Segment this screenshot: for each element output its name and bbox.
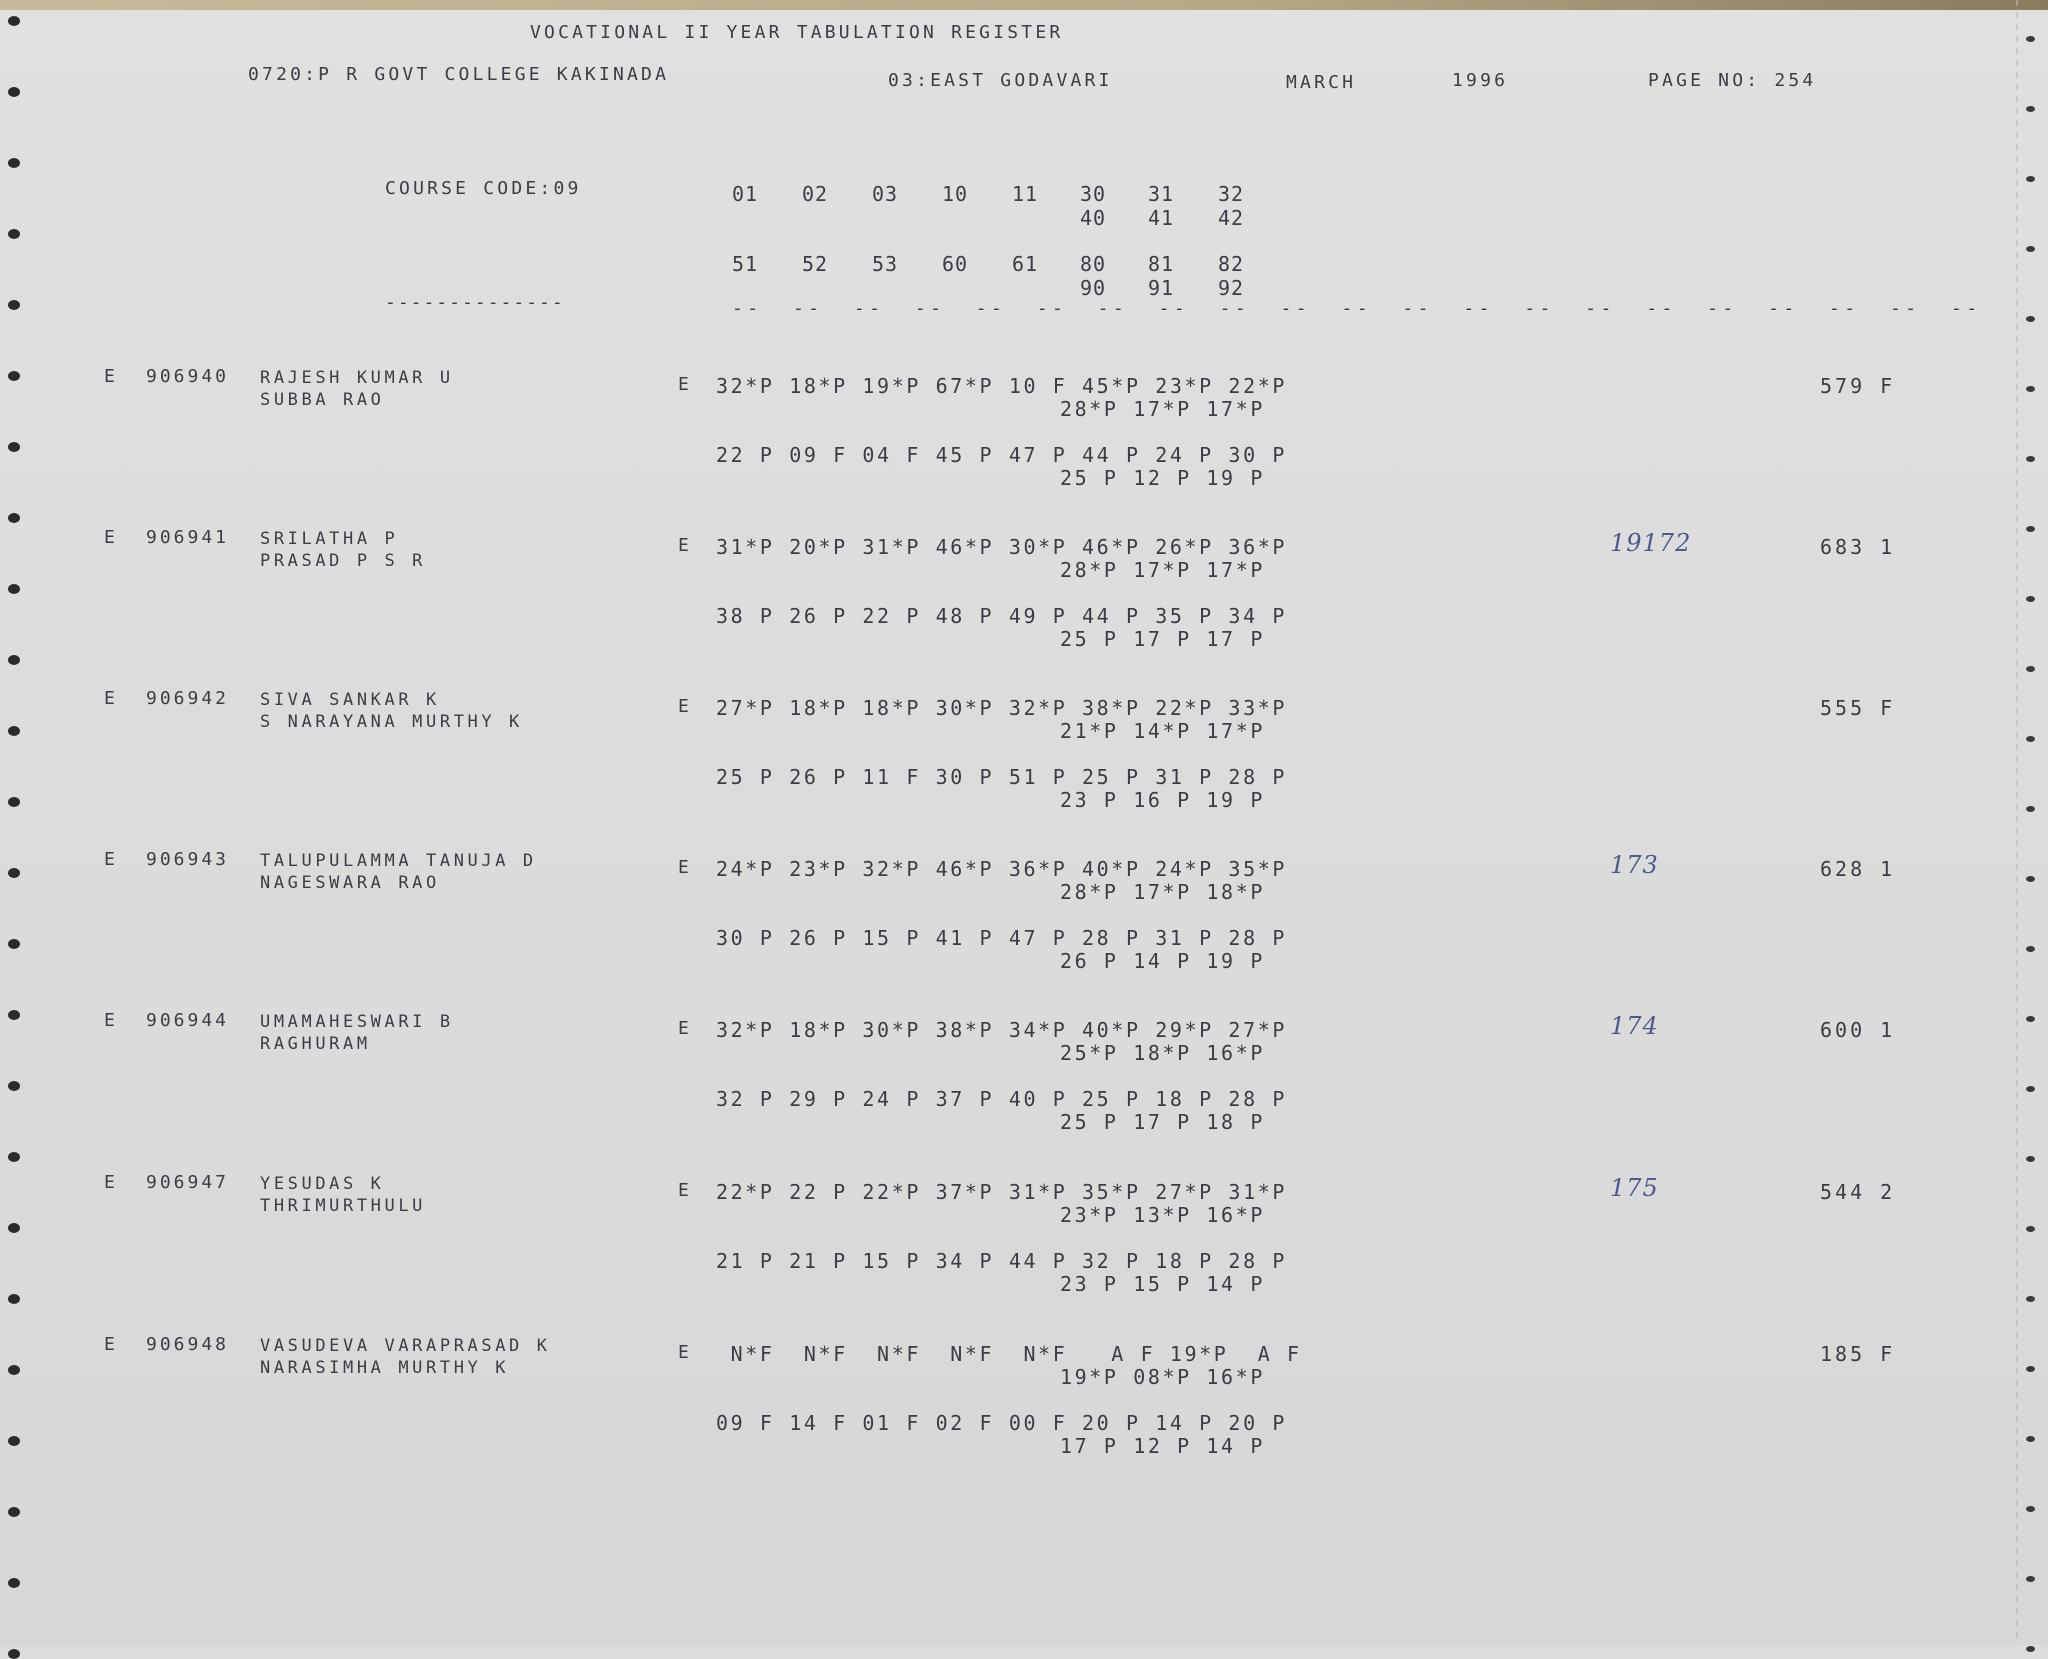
sheet-top-edge <box>0 0 2048 10</box>
tractor-hole <box>8 371 20 381</box>
subject-code: 91 <box>1148 276 1175 300</box>
marks-row-2-part-2: 26 P 14 P 19 P <box>1060 949 1265 973</box>
roll-number: 906948 <box>146 1334 230 1355</box>
roll-number: 906941 <box>146 527 230 548</box>
marks-row-2: 25 P 26 P 11 F 30 P 51 P 25 P 31 P 28 P <box>716 765 1287 789</box>
total-result: 683 1 <box>1820 535 1896 559</box>
medium-flag: E <box>678 1342 692 1363</box>
tractor-hole <box>2026 1296 2035 1302</box>
subject-code: 40 <box>1080 206 1107 230</box>
total-result: 600 1 <box>1820 1018 1896 1042</box>
subject-code: 30 <box>1080 182 1107 206</box>
course-code: COURSE CODE:09 <box>385 178 582 199</box>
subject-code: 10 <box>942 182 969 206</box>
student-name: VASUDEVA VARAPRASAD K <box>260 1336 551 1356</box>
subject-code: 31 <box>1148 182 1175 206</box>
father-name: SUBBA RAO <box>260 390 385 410</box>
marks-row-1-part-2: 23*P 13*P 16*P <box>1060 1203 1265 1227</box>
medium-flag: E <box>678 696 692 717</box>
father-name: NAGESWARA RAO <box>260 873 440 893</box>
handwritten-note: 175 <box>1610 1174 1659 1202</box>
roll-number: 906943 <box>146 849 230 870</box>
handwritten-note: 174 <box>1610 1012 1659 1040</box>
tractor-hole <box>8 513 20 523</box>
tractor-hole <box>2026 526 2035 532</box>
tractor-hole <box>8 797 20 807</box>
exam-month: MARCH <box>1286 72 1357 93</box>
marks-row-1-part-2: 19*P 08*P 16*P <box>1060 1365 1265 1389</box>
marks-row-1: 32*P 18*P 30*P 38*P 34*P 40*P 29*P 27*P <box>716 1018 1287 1042</box>
roll-number: 906942 <box>146 688 230 709</box>
total-result: 544 2 <box>1820 1180 1896 1204</box>
medium-flag: E <box>678 1180 692 1201</box>
marks-row-2: 30 P 26 P 15 P 41 P 47 P 28 P 31 P 28 P <box>716 926 1287 950</box>
roll-number: 906940 <box>146 366 230 387</box>
tractor-hole <box>8 939 20 949</box>
record-series: E <box>104 1172 118 1193</box>
record-series: E <box>104 527 118 548</box>
marks-row-1-part-2: 28*P 17*P 17*P <box>1060 558 1265 582</box>
marks-row-2: 22 P 09 F 04 F 45 P 47 P 44 P 24 P 30 P <box>716 443 1287 467</box>
student-name: UMAMAHESWARI B <box>260 1012 454 1032</box>
tractor-hole <box>2026 246 2035 252</box>
perforation-line <box>2016 0 2018 1645</box>
tractor-hole <box>8 1223 20 1233</box>
marks-row-2-part-2: 23 P 15 P 14 P <box>1060 1272 1265 1296</box>
tractor-hole <box>8 1578 20 1588</box>
tractor-holes-right <box>2022 0 2044 1645</box>
tractor-hole <box>8 1152 20 1162</box>
marks-row-1-part-2: 25*P 18*P 16*P <box>1060 1041 1265 1065</box>
tractor-hole <box>2026 1646 2035 1652</box>
tractor-hole <box>2026 456 2035 462</box>
tractor-hole <box>8 1507 20 1517</box>
student-name: RAJESH KUMAR U <box>260 368 454 388</box>
subject-code: 81 <box>1148 252 1175 276</box>
tractor-hole <box>8 16 20 26</box>
marks-row-1-part-2: 21*P 14*P 17*P <box>1060 719 1265 743</box>
marks-row-2: 32 P 29 P 24 P 37 P 40 P 25 P 18 P 28 P <box>716 1087 1287 1111</box>
subject-code: 92 <box>1218 276 1245 300</box>
tractor-hole <box>2026 1506 2035 1512</box>
marks-row-2: 38 P 26 P 22 P 48 P 49 P 44 P 35 P 34 P <box>716 604 1287 628</box>
college-code: 0720:P R GOVT COLLEGE KAKINADA <box>248 64 670 85</box>
total-result: 628 1 <box>1820 857 1896 881</box>
father-name: THRIMURTHULU <box>260 1196 427 1216</box>
marks-row-2-part-2: 25 P 12 P 19 P <box>1060 466 1265 490</box>
tractor-hole <box>2026 106 2035 112</box>
record-series: E <box>104 688 118 709</box>
marks-row-2: 09 F 14 F 01 F 02 F 00 F 20 P 14 P 20 P <box>716 1411 1287 1435</box>
marks-row-1: N*F N*F N*F N*F N*F A F 19*P A F <box>716 1342 1302 1366</box>
tractor-hole <box>2026 1226 2035 1232</box>
subject-code: 02 <box>802 182 829 206</box>
page-number: PAGE NO: 254 <box>1648 70 1817 91</box>
medium-flag: E <box>678 535 692 556</box>
tractor-hole <box>2026 806 2035 812</box>
record-series: E <box>104 849 118 870</box>
tractor-hole <box>8 655 20 665</box>
tractor-hole <box>8 1294 20 1304</box>
tractor-hole <box>2026 1436 2035 1442</box>
tractor-hole <box>2026 1016 2035 1022</box>
handwritten-note: 173 <box>1610 851 1659 879</box>
tractor-hole <box>8 868 20 878</box>
record-series: E <box>104 1010 118 1031</box>
student-name: SRILATHA P <box>260 529 399 549</box>
tractor-hole <box>2026 596 2035 602</box>
marks-row-2-part-2: 25 P 17 P 18 P <box>1060 1110 1265 1134</box>
marks-row-1-part-2: 28*P 17*P 18*P <box>1060 880 1265 904</box>
tractor-hole <box>2026 946 2035 952</box>
subject-code: 11 <box>1012 182 1039 206</box>
tractor-hole <box>8 158 20 168</box>
tractor-hole <box>2026 1156 2035 1162</box>
subject-code: 60 <box>942 252 969 276</box>
tractor-hole <box>2026 876 2035 882</box>
subject-code: 80 <box>1080 252 1107 276</box>
tractor-hole <box>8 1649 20 1659</box>
tractor-hole <box>8 1436 20 1446</box>
student-name: YESUDAS K <box>260 1174 385 1194</box>
subject-code: 52 <box>802 252 829 276</box>
tractor-hole <box>8 1365 20 1375</box>
father-name: NARASIMHA MURTHY K <box>260 1358 510 1378</box>
roll-number: 906947 <box>146 1172 230 1193</box>
subject-code: 01 <box>732 182 759 206</box>
subject-code: 51 <box>732 252 759 276</box>
record-series: E <box>104 366 118 387</box>
subject-code: 53 <box>872 252 899 276</box>
header-rule-left: -------------- <box>385 292 565 313</box>
marks-row-2: 21 P 21 P 15 P 34 P 44 P 32 P 18 P 28 P <box>716 1249 1287 1273</box>
tractor-hole <box>8 229 20 239</box>
marks-row-2-part-2: 23 P 16 P 19 P <box>1060 788 1265 812</box>
medium-flag: E <box>678 1018 692 1039</box>
marks-row-1: 24*P 23*P 32*P 46*P 36*P 40*P 24*P 35*P <box>716 857 1287 881</box>
tractor-hole <box>8 300 20 310</box>
total-result: 555 F <box>1820 696 1896 720</box>
tractor-hole <box>2026 386 2035 392</box>
tractor-hole <box>2026 316 2035 322</box>
student-name: TALUPULAMMA TANUJA D <box>260 851 537 871</box>
subject-code: 90 <box>1080 276 1107 300</box>
district-code: 03:EAST GODAVARI <box>888 70 1113 91</box>
header-rule: -- -- -- -- -- -- -- -- -- -- -- -- -- -- -- -- -- -- -- -- -- <box>732 298 1982 319</box>
tractor-hole <box>8 584 20 594</box>
subject-code: 32 <box>1218 182 1245 206</box>
medium-flag: E <box>678 374 692 395</box>
marks-row-2-part-2: 25 P 17 P 17 P <box>1060 627 1265 651</box>
tractor-hole <box>2026 666 2035 672</box>
tractor-hole <box>2026 1086 2035 1092</box>
subject-code: 41 <box>1148 206 1175 230</box>
tractor-hole <box>8 1010 20 1020</box>
marks-row-2-part-2: 17 P 12 P 14 P <box>1060 1434 1265 1458</box>
register-title: VOCATIONAL II YEAR TABULATION REGISTER <box>530 22 1064 43</box>
marks-row-1: 32*P 18*P 19*P 67*P 10 F 45*P 23*P 22*P <box>716 374 1287 398</box>
subject-code: 61 <box>1012 252 1039 276</box>
subject-code: 42 <box>1218 206 1245 230</box>
tractor-hole <box>8 1081 20 1091</box>
tractor-hole <box>8 442 20 452</box>
total-result: 185 F <box>1820 1342 1896 1366</box>
tractor-hole <box>2026 736 2035 742</box>
record-series: E <box>104 1334 118 1355</box>
tractor-holes-left <box>2 0 24 1645</box>
tractor-hole <box>2026 1576 2035 1582</box>
tractor-hole <box>8 87 20 97</box>
medium-flag: E <box>678 857 692 878</box>
student-name: SIVA SANKAR K <box>260 690 440 710</box>
marks-row-1: 27*P 18*P 18*P 30*P 32*P 38*P 22*P 33*P <box>716 696 1287 720</box>
tractor-hole <box>2026 36 2035 42</box>
marks-row-1-part-2: 28*P 17*P 17*P <box>1060 397 1265 421</box>
tractor-hole <box>2026 1366 2035 1372</box>
tractor-hole <box>2026 176 2035 182</box>
tractor-hole <box>8 726 20 736</box>
father-name: RAGHURAM <box>260 1034 371 1054</box>
father-name: PRASAD P S R <box>260 551 427 571</box>
total-result: 579 F <box>1820 374 1896 398</box>
father-name: S NARAYANA MURTHY K <box>260 712 523 732</box>
marks-row-1: 22*P 22 P 22*P 37*P 31*P 35*P 27*P 31*P <box>716 1180 1287 1204</box>
subject-code: 03 <box>872 182 899 206</box>
handwritten-note: 19172 <box>1610 529 1692 557</box>
exam-year: 1996 <box>1452 70 1509 91</box>
roll-number: 906944 <box>146 1010 230 1031</box>
marks-row-1: 31*P 20*P 31*P 46*P 30*P 46*P 26*P 36*P <box>716 535 1287 559</box>
subject-code: 82 <box>1218 252 1245 276</box>
